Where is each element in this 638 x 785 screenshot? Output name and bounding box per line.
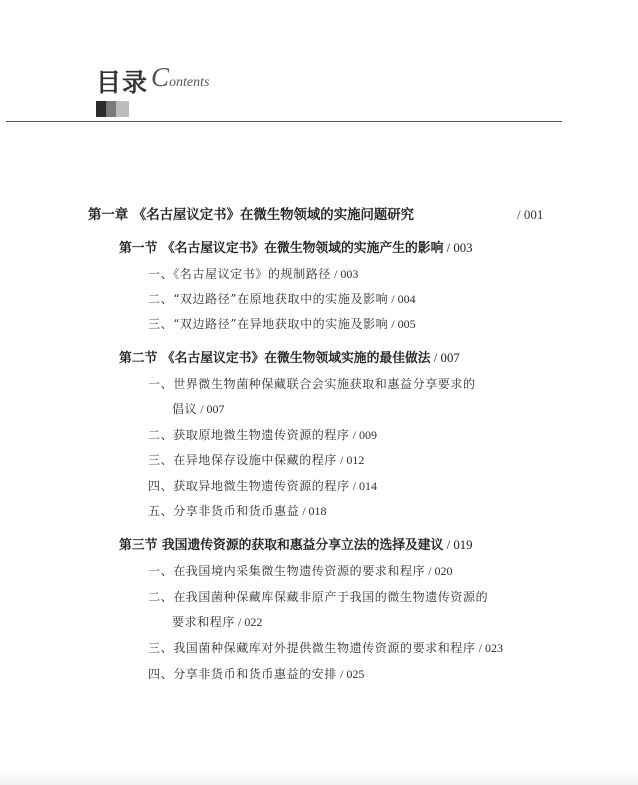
item-2-5-page: / 018 bbox=[299, 504, 327, 518]
chapter-1-page: / 001 bbox=[517, 207, 544, 222]
item-3-3-page: / 023 bbox=[475, 641, 503, 655]
toc-title-english bbox=[151, 62, 209, 98]
toc-title-english-initial: C bbox=[151, 62, 170, 92]
toc-title-chinese: 目录 bbox=[96, 68, 149, 97]
item-2-5-title: 五、分享非货币和货币惠益 bbox=[148, 504, 300, 518]
item-1-2-title: 二、“双边路径”在原地获取中的实施及影响 bbox=[148, 292, 389, 306]
item-2-2[interactable] bbox=[148, 427, 377, 443]
item-3-1[interactable] bbox=[148, 563, 453, 579]
item-3-2-continued[interactable] bbox=[172, 614, 262, 630]
section-2-page: / 007 bbox=[430, 351, 460, 365]
section-2-entry[interactable] bbox=[119, 350, 460, 367]
section-1-page: / 003 bbox=[443, 241, 473, 255]
item-2-2-page: / 009 bbox=[349, 428, 377, 442]
item-2-4-page: / 014 bbox=[349, 479, 377, 493]
section-2-title: 第二节 《名古屋议定书》在微生物领域实施的最佳做法 bbox=[119, 351, 431, 366]
item-2-1[interactable] bbox=[148, 376, 476, 392]
toc-header bbox=[96, 62, 209, 98]
decor-block-mid bbox=[106, 101, 116, 117]
item-3-4-title: 四、分享非货币和货币惠益的安排 bbox=[148, 667, 338, 681]
section-3-title: 第三节 我国遗传资源的获取和惠益分享立法的选择及建议 bbox=[119, 538, 444, 553]
item-1-1-page: / 003 bbox=[331, 267, 359, 281]
item-3-2-page: / 022 bbox=[235, 615, 263, 629]
header-divider bbox=[6, 121, 562, 122]
item-2-1-continued[interactable] bbox=[172, 401, 225, 417]
item-3-2-title-line2: 要求和程序 bbox=[172, 615, 236, 629]
item-1-3-page: / 005 bbox=[388, 317, 416, 331]
section-3-entry[interactable] bbox=[119, 537, 473, 554]
item-3-2[interactable] bbox=[148, 589, 488, 605]
item-3-3[interactable] bbox=[148, 640, 503, 656]
item-2-5[interactable] bbox=[148, 503, 327, 519]
header-decoration-blocks bbox=[96, 101, 129, 117]
section-1-title: 第一节 《名古屋议定书》在微生物领域的实施产生的影响 bbox=[119, 241, 444, 256]
item-2-4-title: 四、获取异地微生物遗传资源的程序 bbox=[148, 479, 350, 493]
item-3-4[interactable] bbox=[148, 666, 364, 682]
item-2-1-title: 一、世界微生物菌种保藏联合会实施获取和惠益分享要求的 bbox=[148, 377, 476, 391]
chapter-1-title[interactable]: 第一章 《名古屋议定书》在微生物领域的实施问题研究 bbox=[88, 207, 415, 223]
item-3-1-title: 一、在我国境内采集微生物遗传资源的要求和程序 bbox=[148, 564, 426, 578]
item-1-3-title: 三、“双边路径”在异地获取中的实施及影响 bbox=[148, 317, 389, 331]
item-2-1-title-line2: 倡议 bbox=[172, 402, 198, 416]
item-1-1[interactable] bbox=[148, 266, 358, 282]
item-3-2-title: 二、在我国菌种保藏库保藏非原产于我国的微生物遗传资源的 bbox=[148, 590, 489, 604]
section-1-entry[interactable] bbox=[119, 240, 473, 257]
item-3-3-title: 三、我国菌种保藏库对外提供微生物遗传资源的要求和程序 bbox=[148, 641, 476, 655]
section-3-page: / 019 bbox=[443, 538, 473, 552]
item-2-3-page: / 012 bbox=[337, 453, 365, 467]
item-2-4[interactable] bbox=[148, 478, 377, 494]
item-1-2[interactable] bbox=[148, 291, 416, 307]
item-3-1-page: / 020 bbox=[425, 564, 453, 578]
item-2-1-page: / 007 bbox=[197, 402, 225, 416]
item-1-1-title: 一、《名古屋议定书》的规制路径 bbox=[148, 267, 332, 281]
item-1-2-page: / 004 bbox=[388, 292, 416, 306]
item-1-3[interactable] bbox=[148, 316, 416, 332]
decor-block-light bbox=[116, 101, 129, 117]
item-2-3-title: 三、在异地保存设施中保藏的程序 bbox=[148, 453, 338, 467]
item-2-2-title: 二、获取原地微生物遗传资源的程序 bbox=[148, 428, 350, 442]
toc-title-english-rest: ontents bbox=[169, 75, 210, 90]
item-2-3[interactable] bbox=[148, 452, 364, 468]
decor-block-dark bbox=[96, 101, 106, 117]
page-bottom-shadow bbox=[0, 770, 638, 785]
item-3-4-page: / 025 bbox=[337, 667, 365, 681]
